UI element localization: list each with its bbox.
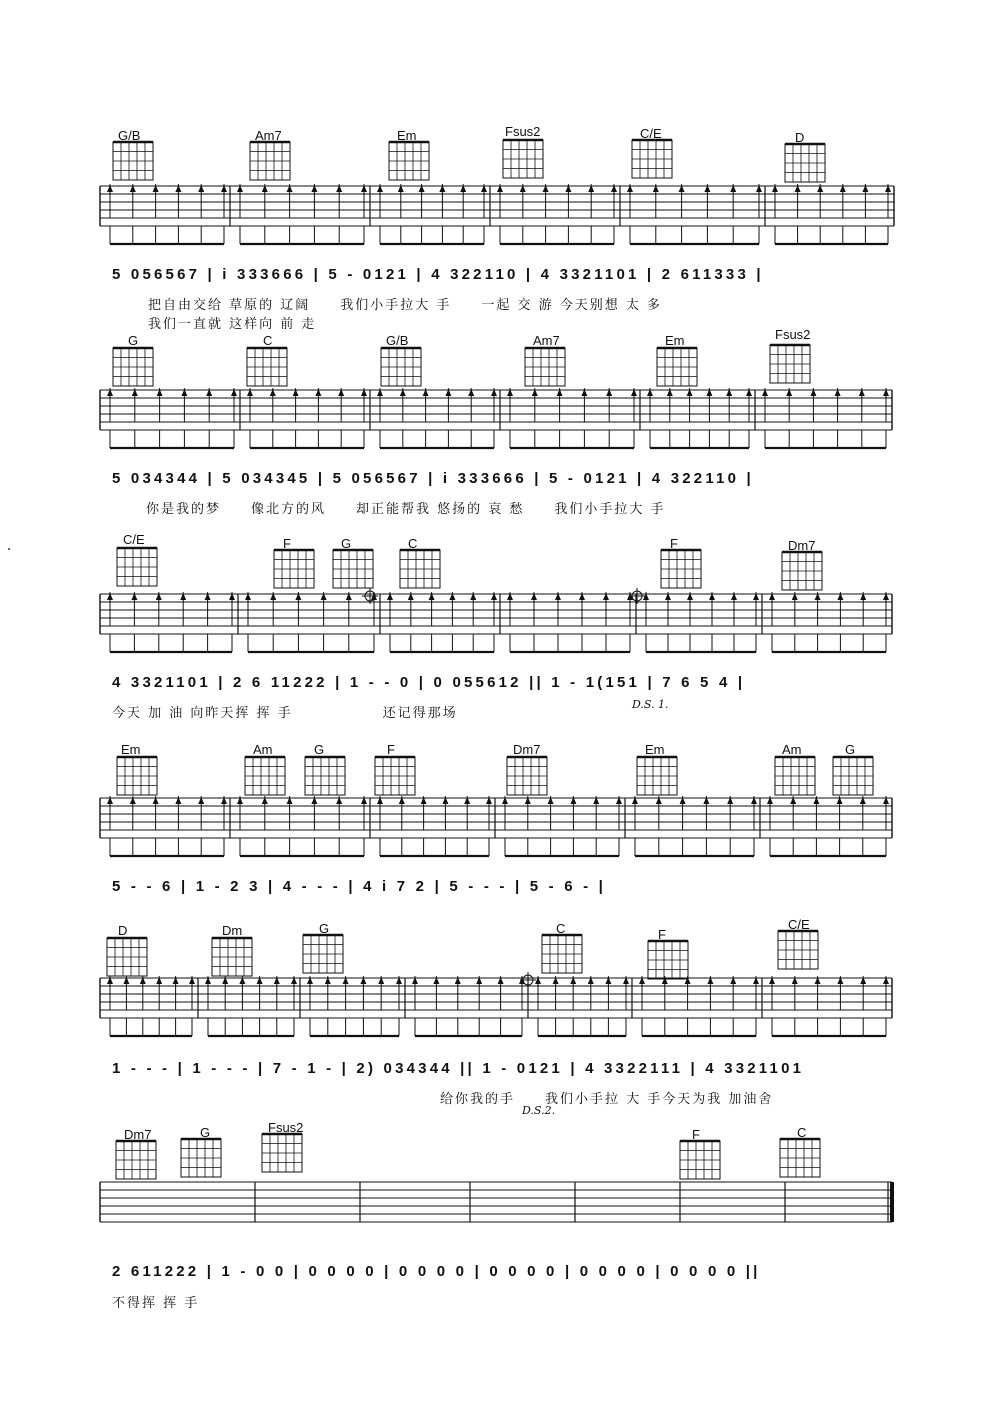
chord-name: D bbox=[795, 130, 805, 145]
chord-name: F bbox=[692, 1127, 700, 1142]
chord-name: G bbox=[314, 742, 325, 757]
chord-name: Em bbox=[645, 742, 665, 757]
chord-name: Dm bbox=[222, 923, 243, 938]
chord-name: Am7 bbox=[533, 333, 560, 348]
chord-name: F bbox=[283, 536, 291, 551]
numbered-notation: 5 056567 | i 333666 | 5 - 0121 | 4 322110 | 4 3321101 | 2 611333 | bbox=[112, 266, 764, 283]
chord-name: G bbox=[128, 333, 139, 348]
numbered-notation: 1 - - - | 1 - - - | 7 - 1 - | 2) 034344 || 1 - 0121 | 4 3322111 | 4 3321101 bbox=[112, 1060, 805, 1077]
chord-name: G bbox=[200, 1125, 211, 1140]
ds-marking: D.S.2. bbox=[522, 1104, 556, 1117]
chord-name: C/E bbox=[788, 917, 810, 932]
chord-name: C/E bbox=[123, 532, 145, 547]
final-barline-thick bbox=[890, 1182, 894, 1222]
lyric-line: 今天 加 油 向昨天挥 挥 手 还记得那场 bbox=[112, 706, 458, 721]
chord-name: C/E bbox=[640, 126, 662, 141]
chord-name: G bbox=[845, 742, 856, 757]
chord-name: Am7 bbox=[255, 128, 282, 143]
lyric-line: 你是我的梦 像北方的风 却正能帮我 悠扬的 哀 愁 我们小手拉大 手 bbox=[146, 502, 666, 517]
chord-name: G bbox=[341, 536, 352, 551]
chord-name: Dm7 bbox=[513, 742, 541, 757]
chord-name: Dm7 bbox=[788, 538, 816, 553]
chord-name: C bbox=[408, 536, 418, 551]
lyric-line: 我们一直就 这样向 前 走 bbox=[148, 317, 317, 332]
scan-speck bbox=[8, 548, 10, 550]
chord-name: Fsus2 bbox=[775, 327, 811, 342]
chord-name: Am bbox=[782, 742, 802, 757]
numbered-notation: 2 611222 | 1 - 0 0 | 0 0 0 0 | 0 0 0 0 | 0 0 0 0 | 0 0 0 0 | 0 0 0 0 || bbox=[112, 1263, 761, 1280]
lyric-line: 不得挥 挥 手 bbox=[112, 1296, 200, 1311]
ds-marking: D.S. 1. bbox=[632, 698, 669, 711]
chord-name: Dm7 bbox=[124, 1127, 152, 1142]
numbered-notation: 5 034344 | 5 034345 | 5 056567 | i 333666 | 5 - 0121 | 4 322110 | bbox=[112, 470, 754, 487]
chord-name: F bbox=[658, 927, 666, 942]
chord-name: C bbox=[556, 921, 566, 936]
chord-name: F bbox=[670, 536, 678, 551]
numbered-notation: 4 3321101 | 2 6 11222 | 1 - - 0 | 0 055612 || 1 - 1(151 | 7 6 5 4 | bbox=[112, 674, 746, 691]
chord-name: Em bbox=[665, 333, 685, 348]
chord-name: C bbox=[263, 333, 273, 348]
chord-name: G/B bbox=[118, 128, 141, 143]
chord-name: G/B bbox=[386, 333, 409, 348]
chord-name: D bbox=[118, 923, 128, 938]
chord-name: Fsus2 bbox=[505, 124, 541, 139]
chord-name: F bbox=[387, 742, 395, 757]
lyric-line: 给你我的手 我们小手拉 大 手今天为我 加油舍 bbox=[440, 1092, 774, 1107]
lyric-line: 把自由交给 草原的 辽阔 我们小手拉大 手 一起 交 游 今天别想 太 多 bbox=[148, 298, 663, 313]
chord-name: Em bbox=[397, 128, 417, 143]
chord-name: Am bbox=[253, 742, 273, 757]
chord-name: G bbox=[319, 921, 330, 936]
chord-name: C bbox=[797, 1125, 807, 1140]
numbered-notation: 5 - - 6 | 1 - 2 3 | 4 - - - | 4 i 7 2 | 5 - - - | 5 - 6 - | bbox=[112, 878, 607, 895]
chord-name: Em bbox=[121, 742, 141, 757]
chord-name: Fsus2 bbox=[268, 1120, 304, 1135]
